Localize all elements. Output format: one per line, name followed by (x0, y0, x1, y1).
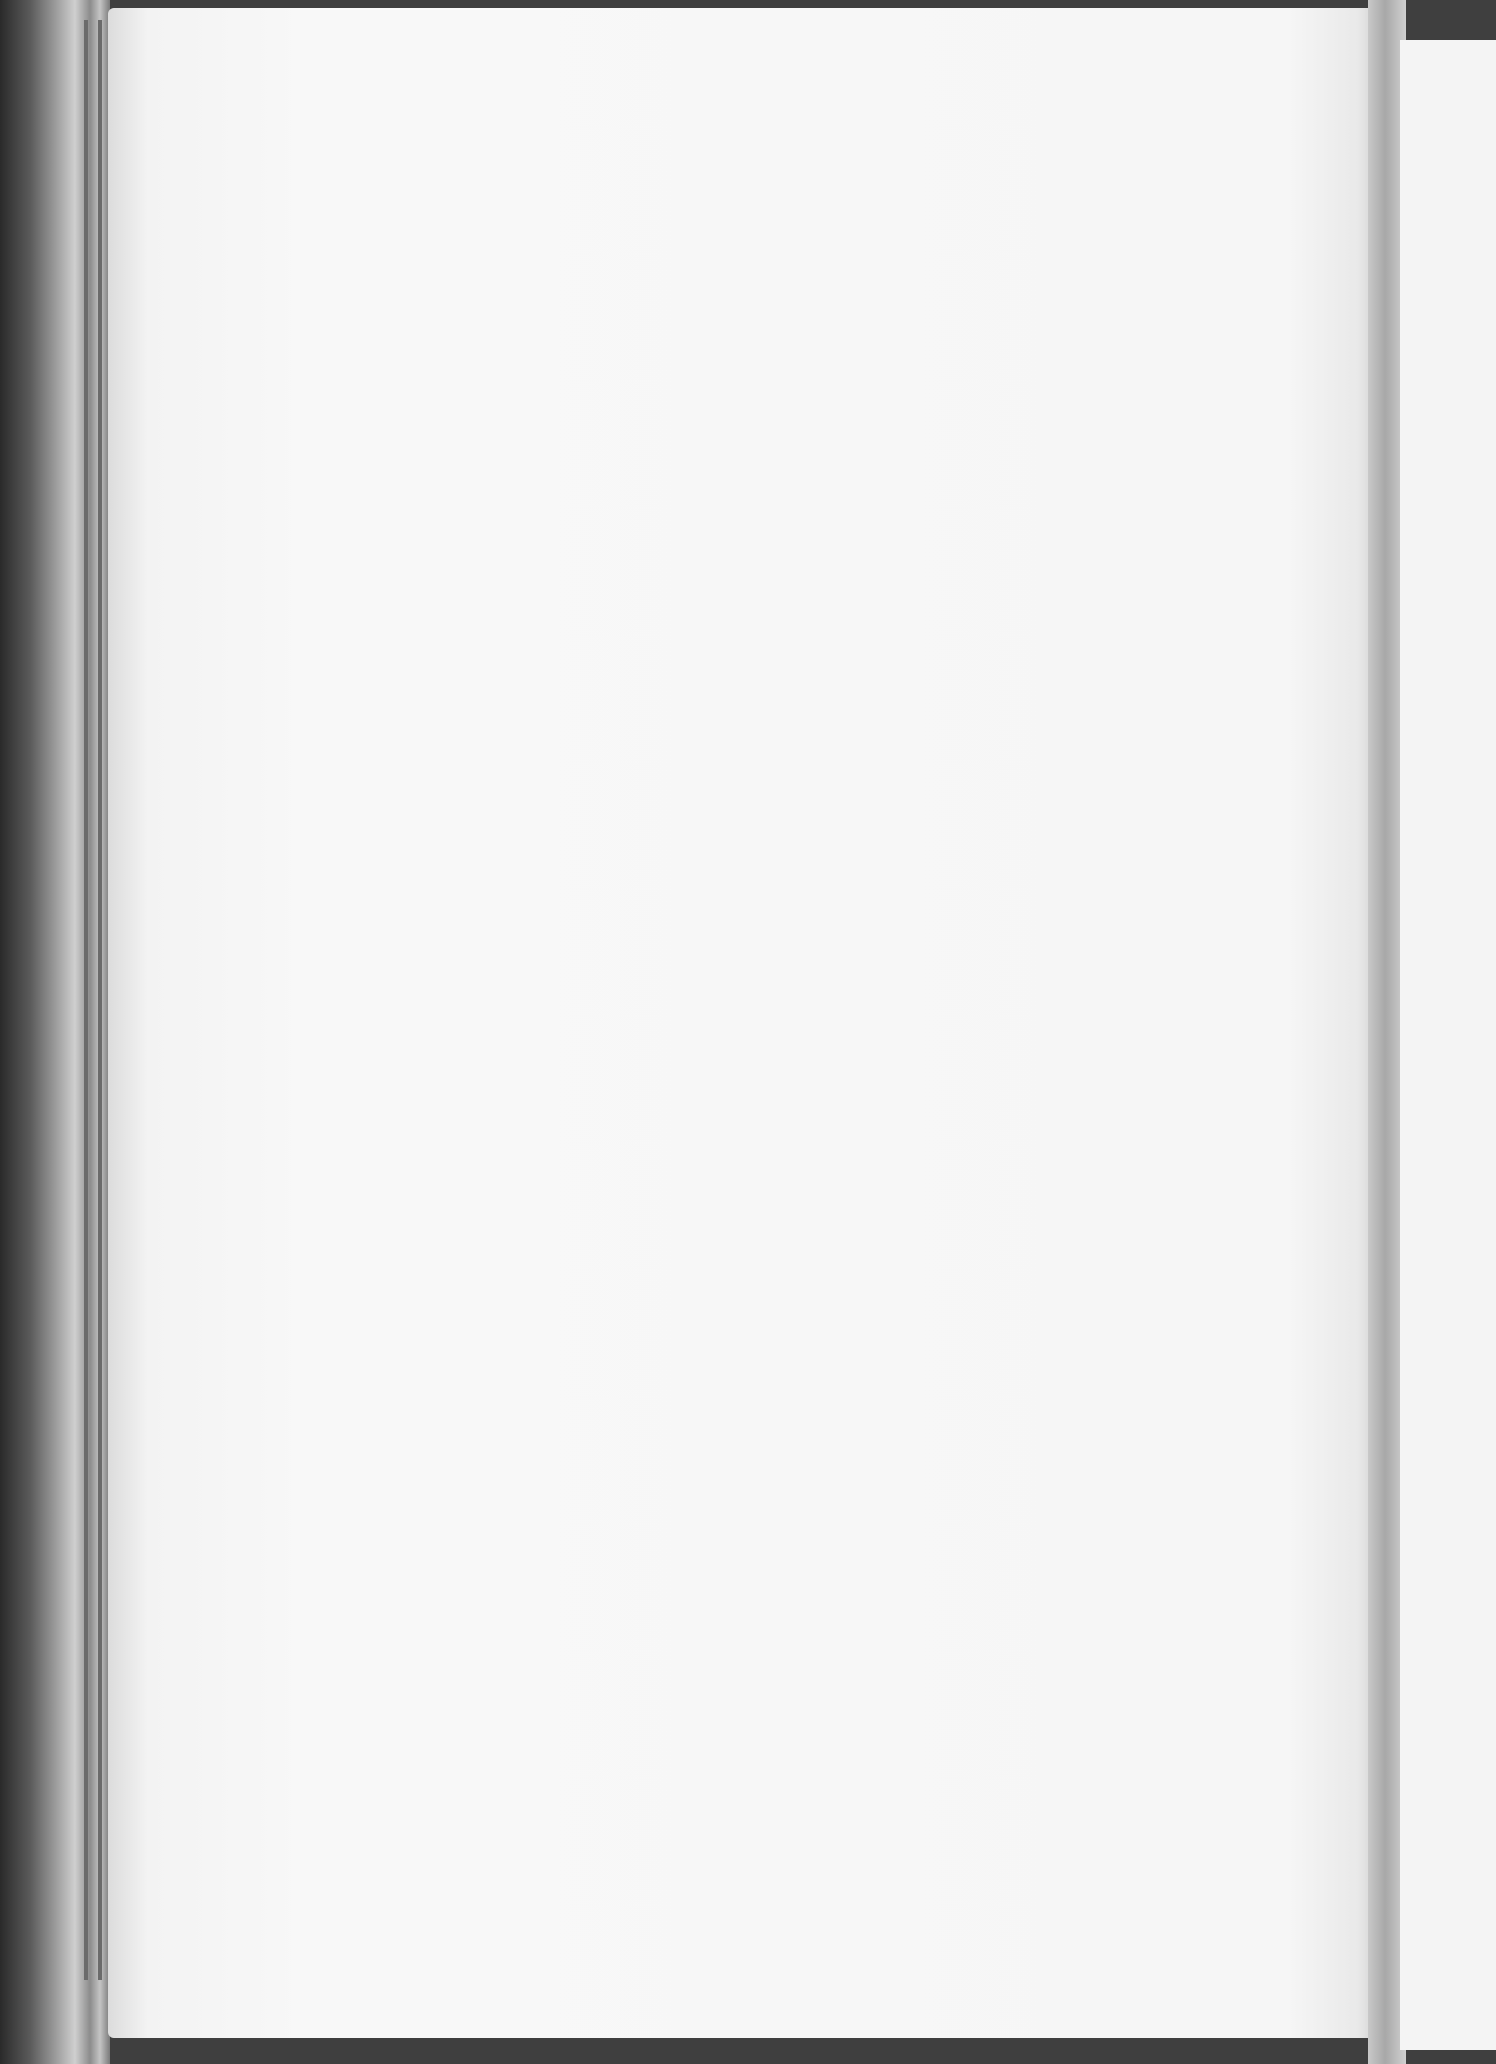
binding-edge (84, 20, 88, 1980)
book-binding (0, 0, 110, 2064)
binding-edge (98, 20, 102, 1980)
page-text-block (219, 140, 1290, 1959)
right-page (1400, 40, 1496, 2050)
